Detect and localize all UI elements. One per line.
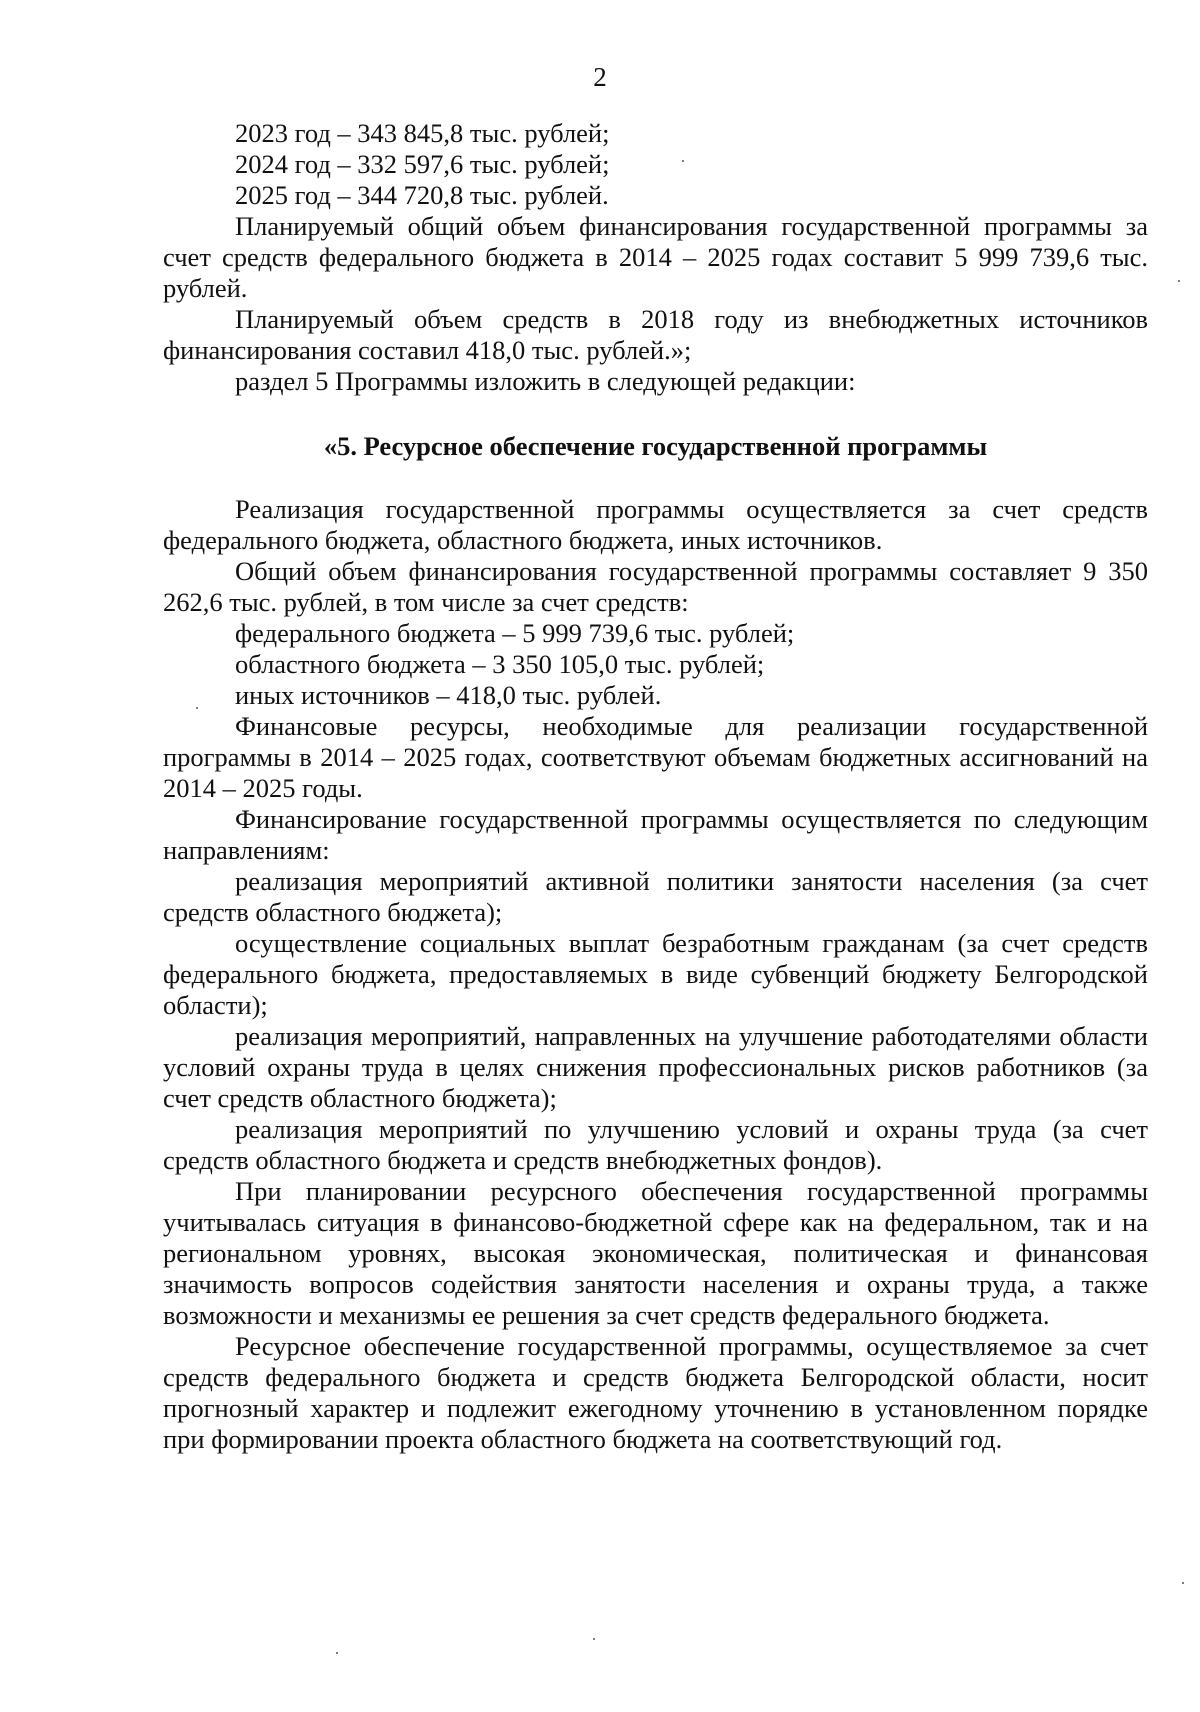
regional-budget-item: областного бюджета – 3 350 105,0 тыс. рублей; — [235, 649, 765, 679]
funding-year-2024: 2024 год – 332 597,6 тыс. рублей; — [235, 149, 610, 179]
page-number: 2 — [593, 62, 607, 92]
federal-budget-item: федерального бюджета – 5 999 739,6 тыс. рублей; — [235, 618, 795, 648]
scan-speck — [1178, 280, 1180, 282]
scan-speck — [593, 1638, 595, 1640]
section-paragraph: Реализация государственной программы осуществляется за счет средств федерального бюджета, областного бюджета, иных источников. — [163, 494, 1148, 555]
section-paragraph: Финансирование государственной программы осуществляется по следующим направлениям: — [163, 804, 1148, 865]
scan-speck — [336, 1652, 338, 1654]
funding-year-2023: 2023 год – 343 845,8 тыс. рублей; — [235, 118, 610, 148]
extrabudgetary-funding-paragraph: Планируемый объем средств в 2018 году из внебюджетных источников финансирования составил 418,0 тыс. рублей.»; — [163, 304, 1148, 365]
section-paragraph: При планировании ресурсного обеспечения государственной программы учитывалась ситуация в финансово-бюджетной сфере как на федеральном, так и на региональном уровнях, высокая экономическая, политическая и финансовая значимость вопросов содействия занятости населения и охраны труда, а также возможности и механизмы ее решения за счет средств федерального бюджета. — [163, 1176, 1148, 1330]
document-body — [163, 118, 1148, 1455]
federal-funding-paragraph: Планируемый общий объем финансирования государственной программы за счет средств федерального бюджета в 2014 – 2025 годах составит 5 999 739,6 тыс. рублей. — [163, 211, 1148, 303]
scan-speck — [196, 707, 198, 709]
section-paragraph: Ресурсное обеспечение государственной программы, осуществляемое за счет средств федерального бюджета и средств бюджета Белгородской области, носит прогнозный характер и подлежит ежегодному уточнению в установленном порядке при формировании проекта областного бюджета на соответствующий год. — [163, 1331, 1148, 1454]
section-paragraph: Финансовые ресурсы, необходимые для реализации государственной программы в 2014 – 2025 годах, соответствуют объемам бюджетных ассигнований на 2014 – 2025 годы. — [163, 711, 1148, 803]
direction-item: осуществление социальных выплат безработным гражданам (за счет средств федерального бюджета, предоставляемых в виде субвенций бюджету Белгородской области); — [163, 928, 1148, 1020]
funding-year-2025: 2025 год – 344 720,8 тыс. рублей. — [235, 180, 609, 210]
direction-item: реализация мероприятий по улучшению условий и охраны труда (за счет средств областного бюджета и средств внебюджетных фондов). — [163, 1114, 1148, 1175]
direction-item: реализация мероприятий активной политики занятости населения (за счет средств областного бюджета); — [163, 866, 1148, 927]
other-sources-item: иных источников – 418,0 тыс. рублей. — [235, 680, 662, 710]
scan-speck — [1182, 1582, 1184, 1584]
section-title: «5. Ресурсное обеспечение государственной программы — [323, 431, 988, 461]
direction-item: реализация мероприятий, направленных на улучшение работодателями области условий охраны труда в целях снижения профессиональных рисков работников (за счет средств областного бюджета); — [163, 1021, 1148, 1113]
section-paragraph: Общий объем финансирования государственной программы составляет 9 350 262,6 тыс. рублей, в том числе за счет средств: — [163, 556, 1148, 617]
amendment-instruction: раздел 5 Программы изложить в следующей редакции: — [235, 366, 856, 396]
scan-speck — [682, 160, 684, 162]
